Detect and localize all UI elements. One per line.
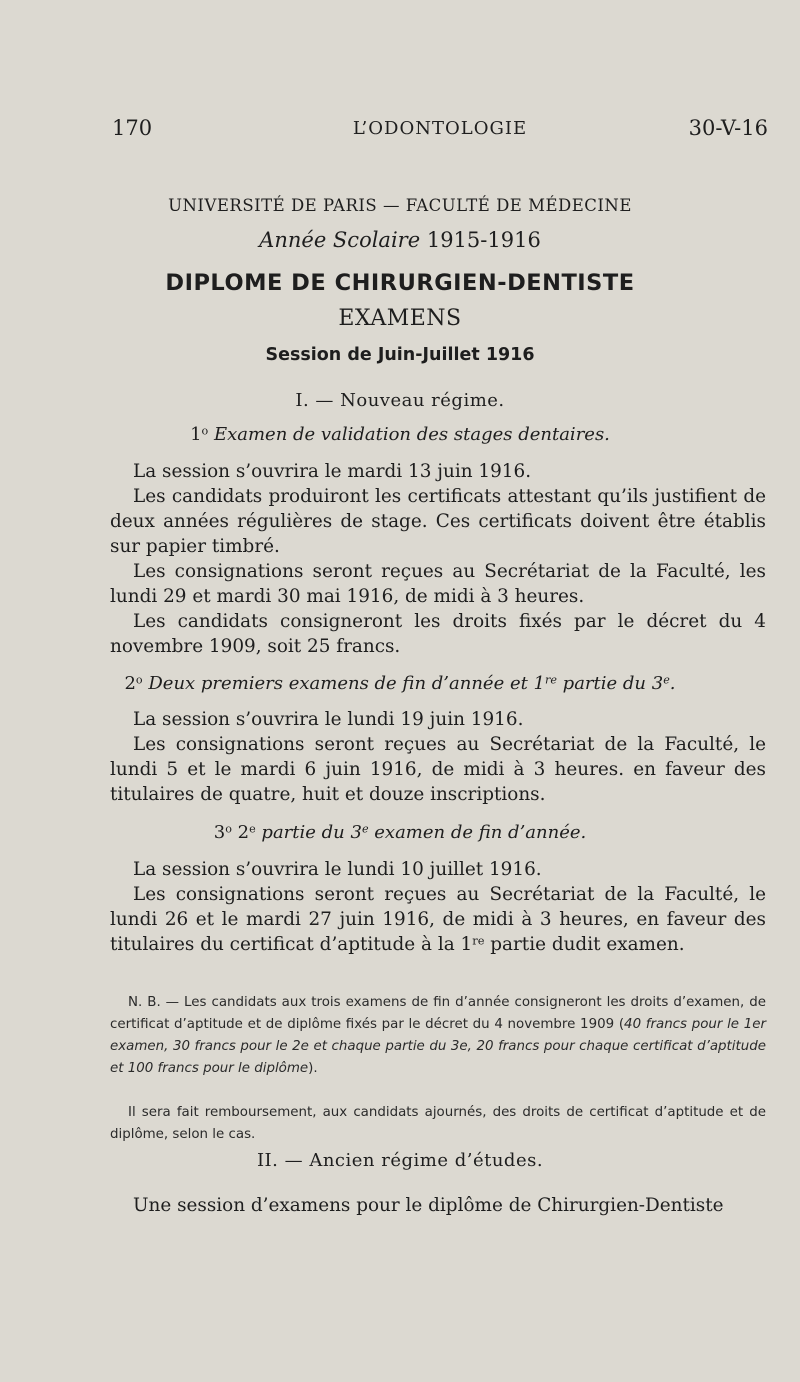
title-part: partie du 3 bbox=[255, 822, 362, 843]
ordinal-mark: o bbox=[225, 822, 232, 836]
subsection-title bbox=[148, 673, 675, 694]
nota-bene-note bbox=[110, 992, 766, 1080]
subsection-heading-1 bbox=[0, 424, 800, 445]
part-number: 2 bbox=[237, 822, 250, 843]
paragraph: La session s’ouvrira le mardi 13 juin 1916. bbox=[133, 461, 532, 482]
ordinal-mark: o bbox=[135, 673, 143, 687]
paragraph: Les consignations seront reçues au Secrétariat de la Faculté, le lundi 5 et le mardi 6 juin 1916, de midi à 3 heures. en faveur des titulaires de quatre, huit et douze inscriptions. bbox=[110, 734, 766, 805]
superscript: e bbox=[663, 673, 670, 687]
reimbursement-note: Il sera fait remboursement, aux candidats ajournés, des droits de certificat d’aptitude et de diplôme, selon le cas. bbox=[110, 1105, 766, 1142]
superscript: re bbox=[545, 673, 557, 687]
session-heading: Session de Juin-Juillet 1916 bbox=[265, 345, 535, 365]
paragraph: Une session d’examens pour le diplôme de Chirurgien-Dentiste bbox=[133, 1195, 724, 1216]
note-text: N. B. — Les candidats aux trois examens de fin d’année consigneront les droits d’examen, de certificat d’aptitude et de diplôme fixés par le décret du 4 novembre 1909 ( bbox=[110, 995, 766, 1032]
paragraph: Les candidats produiront les certificats attestant qu’ils justifient de deux années régulières de stage. Ces certificats doivent être établis sur papier timbré. bbox=[110, 486, 766, 557]
superscript: e bbox=[249, 822, 256, 836]
document-title: DIPLOME DE CHIRURGIEN-DENTISTE bbox=[165, 270, 635, 296]
subsection-title bbox=[256, 822, 587, 843]
subsection-number: 3 bbox=[213, 822, 226, 843]
note-text: ). bbox=[308, 1061, 318, 1076]
title-part: examen de fin d’année. bbox=[368, 822, 587, 843]
superscript: e bbox=[361, 822, 369, 836]
academic-year-years: 1915-1916 bbox=[426, 228, 541, 252]
academic-year-label: Année Scolaire bbox=[259, 228, 421, 252]
paragraph: Les candidats consigneront les droits fixés par le décret du 4 novembre 1909, soit 25 francs. bbox=[110, 611, 766, 657]
page-header bbox=[112, 116, 768, 146]
section-heading-ancien-regime: II. — Ancien régime d’études. bbox=[256, 1150, 544, 1171]
title-part: Deux premiers examens de fin d’année et 1 bbox=[148, 673, 546, 694]
superscript: re bbox=[472, 933, 485, 948]
institution-line: UNIVERSITÉ DE PARIS — FACULTÉ DE MÉDECINE bbox=[168, 196, 632, 215]
paragraph: Les consignations seront reçues au Secrétariat de la Faculté, les lundi 29 et mardi 30 mai 1916, de midi à 3 heures. bbox=[110, 561, 766, 607]
paragraph-text: Les consignations seront reçues au Secrétariat de la Faculté, le lundi 26 et le mardi 27 juin 1916, de midi à 3 heures, en faveur des titulaires du certificat d’aptitude à la 1 bbox=[110, 884, 766, 955]
title-part: partie du 3 bbox=[556, 673, 664, 694]
subsection-number: 2 bbox=[124, 673, 136, 694]
paragraph bbox=[110, 882, 766, 957]
paragraph: La session s’ouvrira le lundi 10 juillet 1916. bbox=[133, 859, 542, 880]
section-heading-nouveau-regime: I. — Nouveau régime. bbox=[295, 390, 505, 411]
subsection-heading-2 bbox=[0, 673, 800, 694]
subsection-heading-3 bbox=[0, 822, 800, 843]
ordinal-mark: o bbox=[201, 424, 209, 438]
page-number: 170 bbox=[112, 116, 153, 140]
subsection-number: 1 bbox=[190, 424, 202, 445]
title-part: . bbox=[669, 673, 676, 694]
subsection-title: Examen de validation des stages dentaires. bbox=[213, 424, 610, 445]
paragraph: La session s’ouvrira le lundi 19 juin 1916. bbox=[133, 709, 524, 730]
note-italic: 40 francs pour le 1er examen, 30 francs pour le 2e et chaque partie du 3e, 20 francs pour chaque certificat d’aptitude et 100 francs pour le diplôme bbox=[110, 1017, 766, 1076]
issue-date: 30-V-16 bbox=[688, 116, 768, 140]
document-subtitle: EXAMENS bbox=[338, 306, 462, 331]
paragraph-text: partie dudit examen. bbox=[484, 934, 685, 955]
running-title: L’ODONTOLOGIE bbox=[352, 118, 528, 139]
academic-year bbox=[0, 228, 800, 252]
